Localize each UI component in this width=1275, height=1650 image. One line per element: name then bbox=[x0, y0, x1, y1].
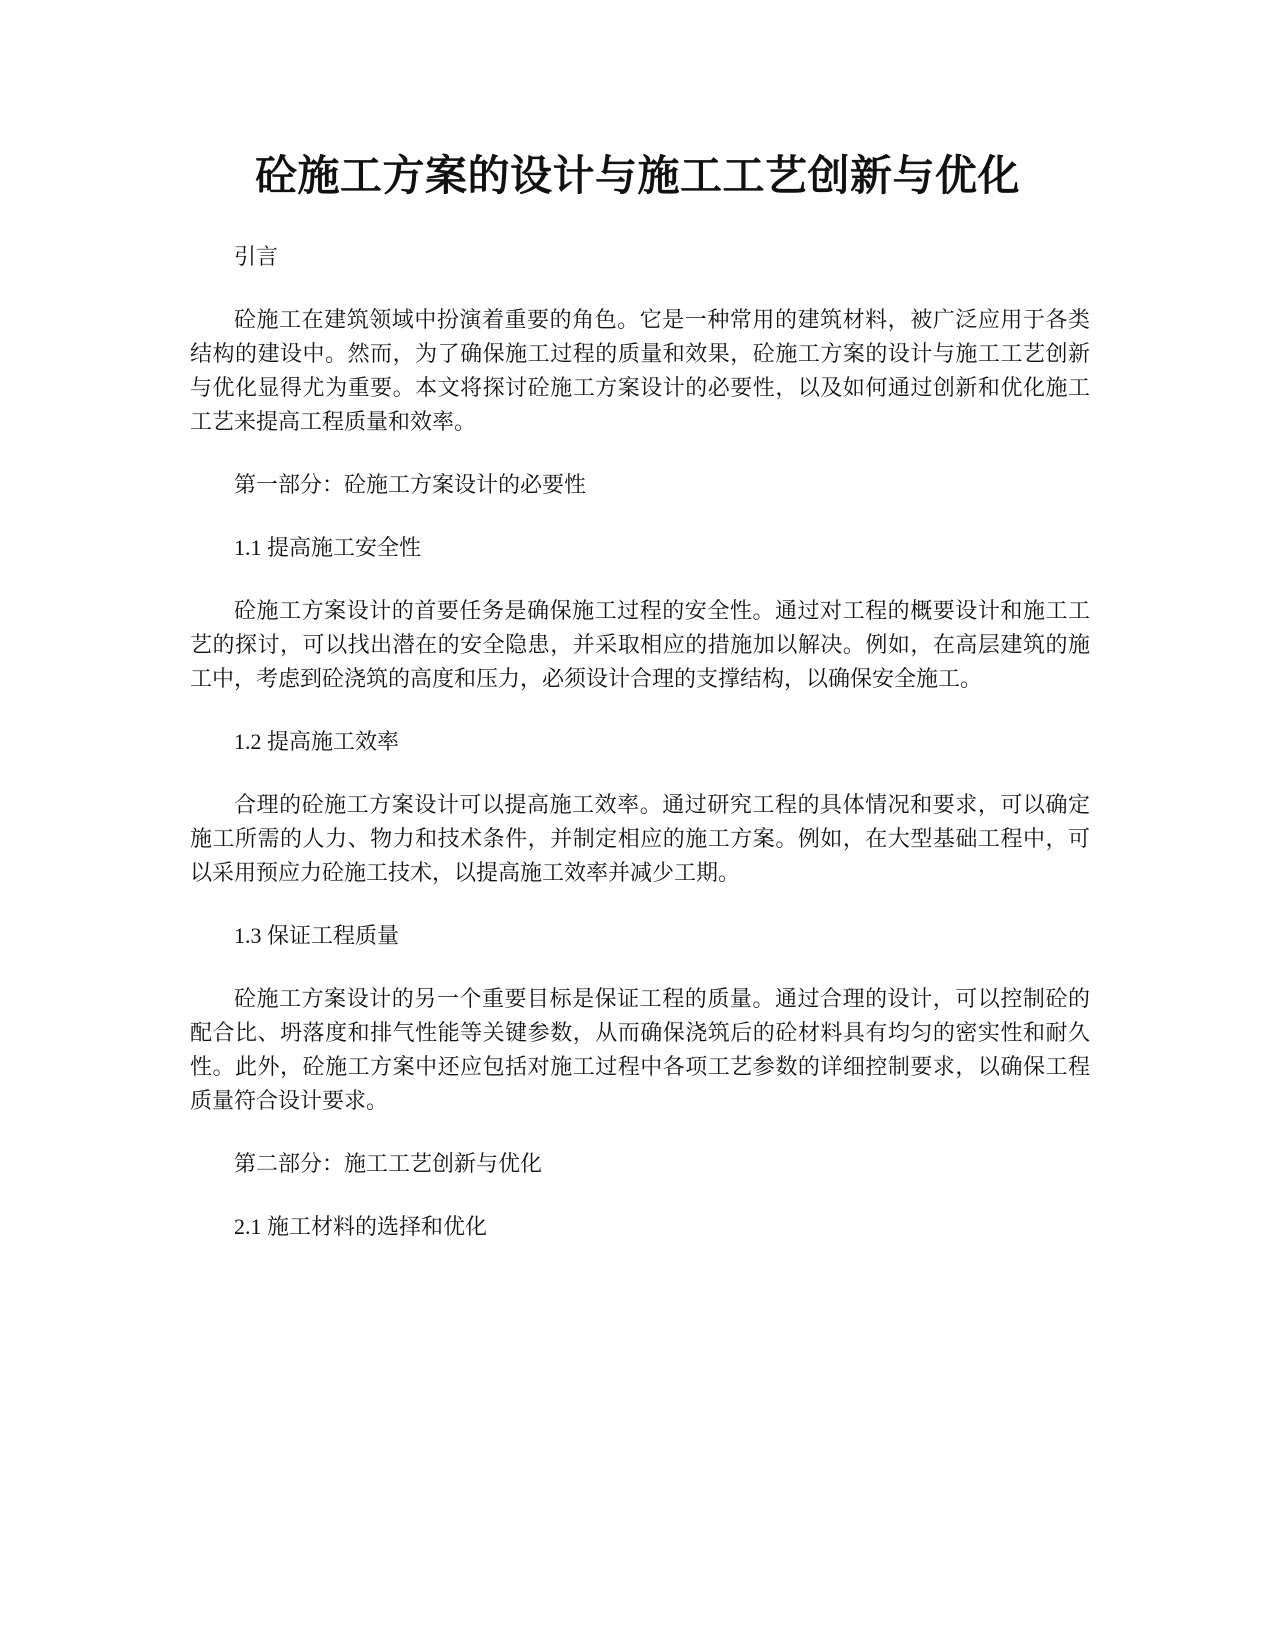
document-body bbox=[190, 240, 1090, 1273]
section-heading-part-one: 第一部分：砼施工方案设计的必要性 bbox=[234, 472, 587, 497]
section-heading-part-two: 第二部分：施工工艺创新与优化 bbox=[234, 1151, 543, 1176]
subsection-heading-1-2: 1.2 提高施工效率 bbox=[234, 729, 400, 754]
paragraph-1-3: 砼施工方案设计的另一个重要目标是保证工程的质量。通过合理的设计，可以控制砼的配合比、坍落度和排气性能等关键参数，从而确保浇筑后的砼材料具有均匀的密实性和耐久性。此外，砼施工方案中还应包括对施工过程中各项工艺参数的详细控制要求，以确保工程质量符合设计要求。 bbox=[190, 986, 1090, 1113]
document-title: 砼施工方案的设计与施工工艺创新与优化 bbox=[254, 151, 1020, 200]
section-heading-intro: 引言 bbox=[234, 244, 279, 269]
paragraph-intro: 砼施工在建筑领域中扮演着重要的角色。它是一种常用的建筑材料，被广泛应用于各类结构的建设中。然而，为了确保施工过程的质量和效果，砼施工方案的设计与施工工艺创新与优化显得尤为重要。本文将探讨砼施工方案设计的必要性，以及如何通过创新和优化施工工艺来提高工程质量和效率。 bbox=[190, 307, 1090, 434]
subsection-heading-2-1: 2.1 施工材料的选择和优化 bbox=[234, 1214, 488, 1239]
subsection-heading-1-3: 1.3 保证工程质量 bbox=[234, 923, 400, 948]
subsection-heading-1-1: 1.1 提高施工安全性 bbox=[234, 535, 422, 560]
paragraph-1-1: 砼施工方案设计的首要任务是确保施工过程的安全性。通过对工程的概要设计和施工工艺的探讨，可以找出潜在的安全隐患，并采取相应的措施加以解决。例如，在高层建筑的施工中，考虑到砼浇筑的高度和压力，必须设计合理的支撑结构，以确保安全施工。 bbox=[190, 598, 1090, 691]
paragraph-1-2: 合理的砼施工方案设计可以提高施工效率。通过研究工程的具体情况和要求，可以确定施工所需的人力、物力和技术条件，并制定相应的施工方案。例如，在大型基础工程中，可以采用预应力砼施工技术，以提高施工效率并减少工期。 bbox=[190, 792, 1090, 885]
